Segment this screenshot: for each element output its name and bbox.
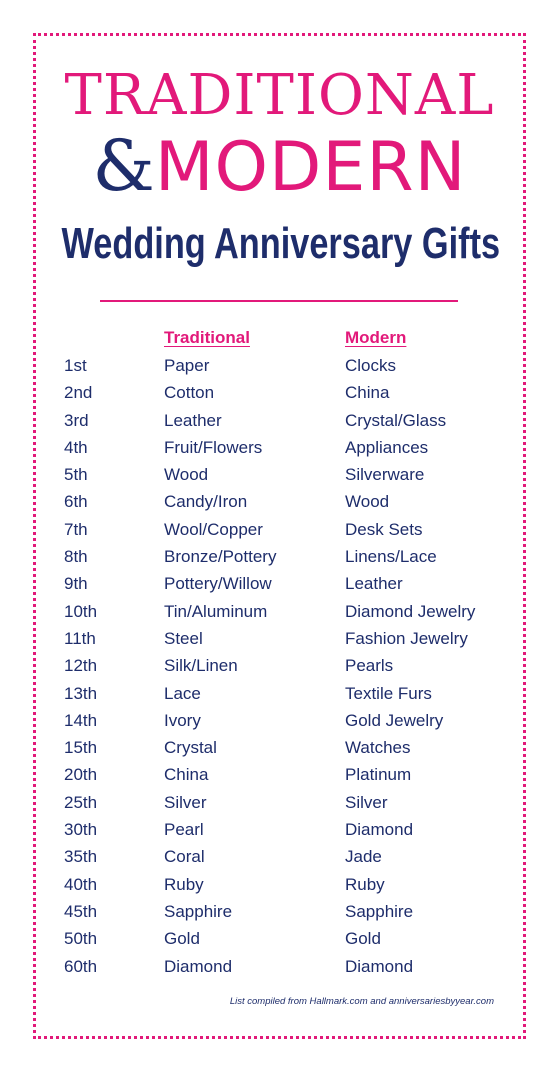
table-row — [0, 516, 559, 543]
page-subtitle: Wedding Anniversary Gifts — [61, 219, 501, 268]
title-ampersand: & — [92, 125, 155, 207]
column-header-modern: Modern — [345, 328, 407, 347]
table-row — [0, 843, 559, 870]
row-modern-gift: Watches — [345, 738, 411, 758]
anniversary-gift-table — [0, 352, 559, 980]
row-traditional-gift: Paper — [164, 356, 210, 375]
row-modern-gift: Pearls — [345, 656, 394, 676]
row-modern-gift: Platinum — [345, 765, 412, 785]
row-modern-gift: Leather — [345, 574, 403, 594]
row-modern-gift: Diamond — [345, 956, 414, 976]
row-traditional-gift: Tin/Aluminum — [164, 601, 268, 621]
table-row — [0, 680, 559, 707]
table-row — [0, 816, 559, 843]
row-year: 6th — [64, 492, 88, 512]
row-year: 4th — [64, 437, 88, 457]
table-row — [0, 652, 559, 679]
table-row — [0, 953, 559, 980]
row-modern-gift: Gold Jewelry — [345, 710, 444, 730]
row-year: 3rd — [64, 410, 89, 430]
row-modern-gift: Textile Furs — [345, 683, 432, 703]
row-modern-gift: Sapphire — [345, 901, 414, 921]
row-traditional-gift: Diamond — [164, 956, 233, 976]
row-modern-gift: Fashion Jewelry — [345, 628, 468, 648]
table-row — [0, 789, 559, 816]
row-year: 5th — [64, 465, 88, 485]
table-row — [0, 379, 559, 406]
table-row — [0, 898, 559, 925]
row-modern-gift: Diamond Jewelry — [345, 601, 476, 621]
row-traditional-gift: Wool/Copper — [164, 519, 263, 539]
column-header-traditional: Traditional — [164, 328, 250, 347]
row-traditional-gift: Ruby — [164, 874, 204, 894]
row-modern-gift: Clocks — [345, 356, 397, 375]
row-year: 12th — [64, 656, 98, 676]
row-year: 30th — [64, 820, 98, 840]
row-year: 35th — [64, 847, 98, 867]
title-modern-row — [0, 126, 559, 225]
row-modern-gift: Gold — [345, 929, 381, 949]
row-modern-gift: Silverware — [345, 465, 425, 485]
row-modern-gift: Crystal/Glass — [345, 410, 447, 430]
table-row — [0, 707, 559, 734]
row-traditional-gift: Wood — [164, 465, 209, 485]
row-year: 9th — [64, 574, 88, 594]
row-traditional-gift: Sapphire — [164, 901, 233, 921]
row-modern-gift: Desk Sets — [345, 519, 423, 539]
table-row — [0, 598, 559, 625]
row-modern-gift: China — [345, 383, 390, 403]
row-year: 25th — [64, 792, 98, 812]
row-year: 1st — [64, 356, 87, 375]
row-traditional-gift: Candy/Iron — [164, 492, 248, 512]
row-year: 11th — [64, 628, 96, 648]
table-row — [0, 461, 559, 488]
row-year: 40th — [64, 874, 98, 894]
row-traditional-gift: Lace — [164, 683, 201, 703]
row-year: 20th — [64, 765, 98, 785]
row-modern-gift: Diamond — [345, 820, 414, 840]
row-traditional-gift: Leather — [164, 410, 222, 430]
table-row — [0, 570, 559, 597]
row-year: 45th — [64, 901, 98, 921]
source-footnote: List compiled from Hallmark.com and anniversariesbyyear.com — [229, 996, 494, 1007]
row-traditional-gift: China — [164, 765, 209, 785]
row-year: 7th — [64, 519, 88, 539]
row-year: 50th — [64, 929, 98, 949]
row-modern-gift: Linens/Lace — [345, 547, 437, 567]
row-traditional-gift: Pottery/Willow — [164, 574, 272, 594]
row-year: 10th — [64, 601, 98, 621]
table-row — [0, 734, 559, 761]
row-year: 8th — [64, 547, 88, 567]
row-traditional-gift: Gold — [164, 929, 200, 949]
title-modern: MODERN — [154, 128, 467, 207]
table-row — [0, 434, 559, 461]
row-modern-gift: Appliances — [345, 437, 429, 457]
table-row — [0, 488, 559, 515]
row-traditional-gift: Coral — [164, 847, 205, 867]
row-traditional-gift: Cotton — [164, 383, 215, 403]
row-traditional-gift: Fruit/Flowers — [164, 437, 263, 457]
row-year: 14th — [64, 710, 98, 730]
row-modern-gift: Ruby — [345, 874, 385, 894]
row-year: 2nd — [64, 383, 93, 403]
row-modern-gift: Jade — [345, 847, 382, 867]
table-row — [0, 407, 559, 434]
row-year: 60th — [64, 956, 98, 976]
row-year: 13th — [64, 683, 98, 703]
table-row — [0, 625, 559, 652]
row-traditional-gift: Ivory — [164, 710, 201, 730]
row-traditional-gift: Bronze/Pottery — [164, 547, 277, 567]
row-year: 15th — [64, 738, 98, 758]
title-traditional: TRADITIONAL — [64, 63, 495, 128]
row-traditional-gift: Pearl — [164, 820, 204, 840]
row-modern-gift: Wood — [345, 492, 390, 512]
table-row — [0, 925, 559, 952]
table-row — [0, 871, 559, 898]
table-row — [0, 761, 559, 788]
row-traditional-gift: Silver — [164, 792, 207, 812]
row-traditional-gift: Silk/Linen — [164, 656, 238, 676]
title-divider — [100, 300, 458, 302]
row-modern-gift: Silver — [345, 792, 388, 812]
row-traditional-gift: Crystal — [164, 738, 217, 758]
table-row — [0, 543, 559, 570]
table-row — [0, 352, 559, 379]
row-traditional-gift: Steel — [164, 628, 203, 648]
